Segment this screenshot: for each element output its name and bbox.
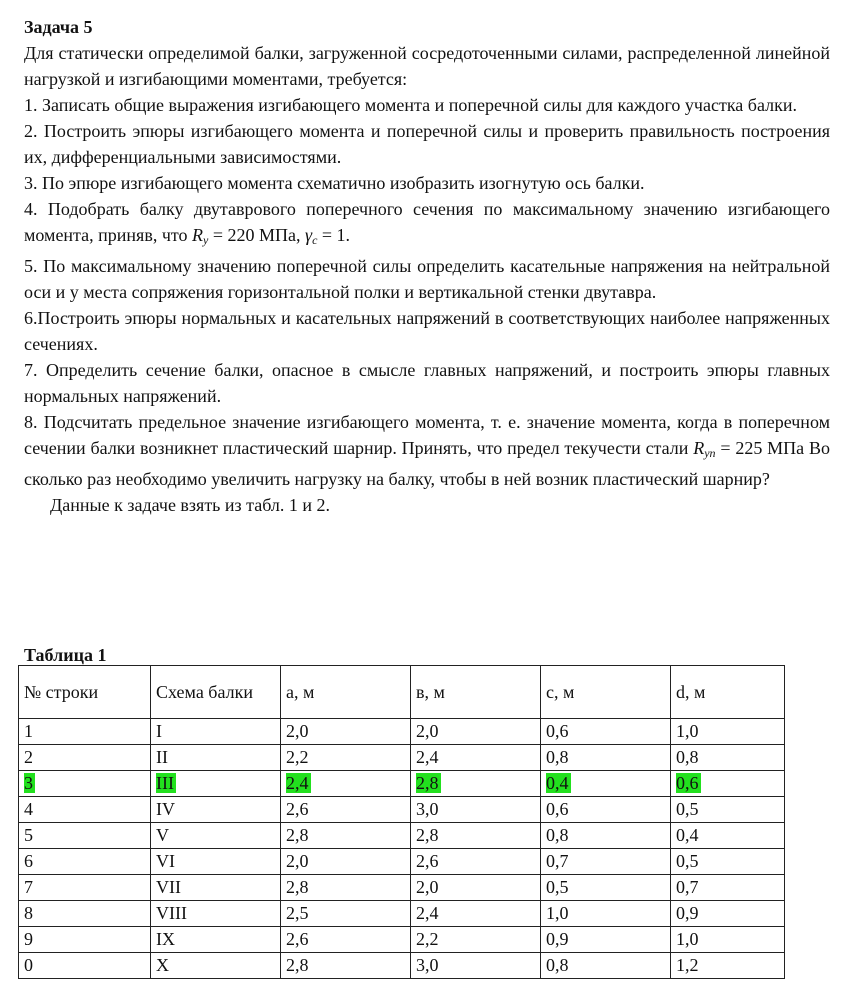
task-item-2: 2. Построить эпюры изгибающего момента и поперечной силы и проверить правильность построения их, дифференциальными зависимостями.	[24, 121, 830, 167]
cell-a: 2,2	[281, 745, 411, 771]
task-title: Задача 5	[24, 17, 93, 37]
data-table	[18, 665, 785, 979]
cell-scheme: VIII	[151, 901, 281, 927]
cell-c: 0,4	[541, 771, 671, 797]
cell-c: 0,6	[541, 797, 671, 823]
task-item-6: 6.Построить эпюры нормальных и касательных напряжений в соответствующих наиболее напряженных сечениях.	[24, 308, 830, 354]
cell-row-number: 4	[19, 797, 151, 823]
cell-row-number: 0	[19, 953, 151, 979]
cell-a: 2,8	[281, 823, 411, 849]
task-intro: Для статически определимой балки, загруженной сосредоточенными силами, распределенной линейной нагрузкой и изгибающими моментами, требуется:	[24, 43, 830, 89]
header-c: c, м	[541, 666, 671, 719]
header-a: a, м	[281, 666, 411, 719]
cell-b: 2,4	[411, 901, 541, 927]
cell-a: 2,8	[281, 953, 411, 979]
task-item-8: 8. Подсчитать предельное значение изгибающего момента, т. е. значение момента, когда в поперечном сечении балки возникнет пластический шарнир. Принять, что предел текучести стали $R_{yn} = 225$ МПа Во сколько раз необходимо увеличить нагрузку на балку, чтобы в ней возник пластический шарнир?	[24, 412, 830, 489]
cell-c: 0,8	[541, 953, 671, 979]
table-row	[19, 849, 785, 875]
cell-b: 2,8	[411, 823, 541, 849]
table-header-row	[19, 666, 785, 719]
cell-scheme: II	[151, 745, 281, 771]
table-row	[19, 953, 785, 979]
cell-scheme: III	[151, 771, 281, 797]
cell-a: 2,6	[281, 927, 411, 953]
cell-d: 0,8	[671, 745, 785, 771]
cell-c: 0,5	[541, 875, 671, 901]
cell-row-number: 3	[19, 771, 151, 797]
cell-row-number: 6	[19, 849, 151, 875]
task-item-1: 1. Записать общие выражения изгибающего момента и поперечной силы для каждого участка балки.	[24, 95, 797, 115]
cell-d: 1,2	[671, 953, 785, 979]
header-d: d, м	[671, 666, 785, 719]
task-text	[24, 14, 830, 518]
cell-a: 2,4	[281, 771, 411, 797]
task-item-4: 4. Подобрать балку двутаврового поперечного сечения по максимальному значению изгибающего момента, приняв, что $R_y = 220$ МПа, $\gamma_c = 1$.	[24, 199, 830, 247]
cell-d: 1,0	[671, 719, 785, 745]
task-item-3: 3. По эпюре изгибающего момента схематично изобразить изогнутую ось балки.	[24, 173, 645, 193]
cell-c: 1,0	[541, 901, 671, 927]
cell-scheme: V	[151, 823, 281, 849]
table-row	[19, 901, 785, 927]
cell-row-number: 2	[19, 745, 151, 771]
cell-c: 0,8	[541, 745, 671, 771]
cell-row-number: 5	[19, 823, 151, 849]
cell-b: 3,0	[411, 797, 541, 823]
cell-scheme: VI	[151, 849, 281, 875]
cell-d: 0,9	[671, 901, 785, 927]
cell-c: 0,9	[541, 927, 671, 953]
table-row	[19, 927, 785, 953]
table-row	[19, 719, 785, 745]
cell-c: 0,7	[541, 849, 671, 875]
data-note: Данные к задаче взять из табл. 1 и 2.	[50, 495, 331, 515]
table-row	[19, 875, 785, 901]
cell-row-number: 7	[19, 875, 151, 901]
header-scheme: Схема балки	[151, 666, 281, 719]
task-item-7: 7. Определить сечение балки, опасное в смысле главных напряжений, и построить эпюры главных нормальных напряжений.	[24, 360, 830, 406]
cell-d: 0,7	[671, 875, 785, 901]
cell-a: 2,6	[281, 797, 411, 823]
cell-b: 2,0	[411, 875, 541, 901]
cell-b: 2,0	[411, 719, 541, 745]
task-item-5: 5. По максимальному значению поперечной силы определить касательные напряжения на нейтральной оси и у места сопряжения горизонтальной полки и вертикальной стенки двутавра.	[24, 256, 830, 302]
cell-a: 2,0	[281, 719, 411, 745]
cell-scheme: VII	[151, 875, 281, 901]
cell-scheme: IV	[151, 797, 281, 823]
table-row	[19, 745, 785, 771]
cell-c: 0,6	[541, 719, 671, 745]
header-b: в, м	[411, 666, 541, 719]
cell-row-number: 1	[19, 719, 151, 745]
table-row	[19, 823, 785, 849]
cell-scheme: X	[151, 953, 281, 979]
cell-b: 2,4	[411, 745, 541, 771]
cell-c: 0,8	[541, 823, 671, 849]
header-row-number: № строки	[19, 666, 151, 719]
cell-scheme: I	[151, 719, 281, 745]
cell-d: 0,5	[671, 797, 785, 823]
cell-a: 2,8	[281, 875, 411, 901]
table-row	[19, 797, 785, 823]
cell-d: 0,5	[671, 849, 785, 875]
cell-b: 2,2	[411, 927, 541, 953]
cell-row-number: 8	[19, 901, 151, 927]
cell-row-number: 9	[19, 927, 151, 953]
cell-a: 2,0	[281, 849, 411, 875]
cell-d: 0,6	[671, 771, 785, 797]
cell-b: 2,6	[411, 849, 541, 875]
table-title: Таблица 1	[24, 645, 107, 665]
cell-a: 2,5	[281, 901, 411, 927]
cell-b: 3,0	[411, 953, 541, 979]
cell-d: 1,0	[671, 927, 785, 953]
cell-scheme: IX	[151, 927, 281, 953]
table-row	[19, 771, 785, 797]
cell-d: 0,4	[671, 823, 785, 849]
cell-b: 2,8	[411, 771, 541, 797]
